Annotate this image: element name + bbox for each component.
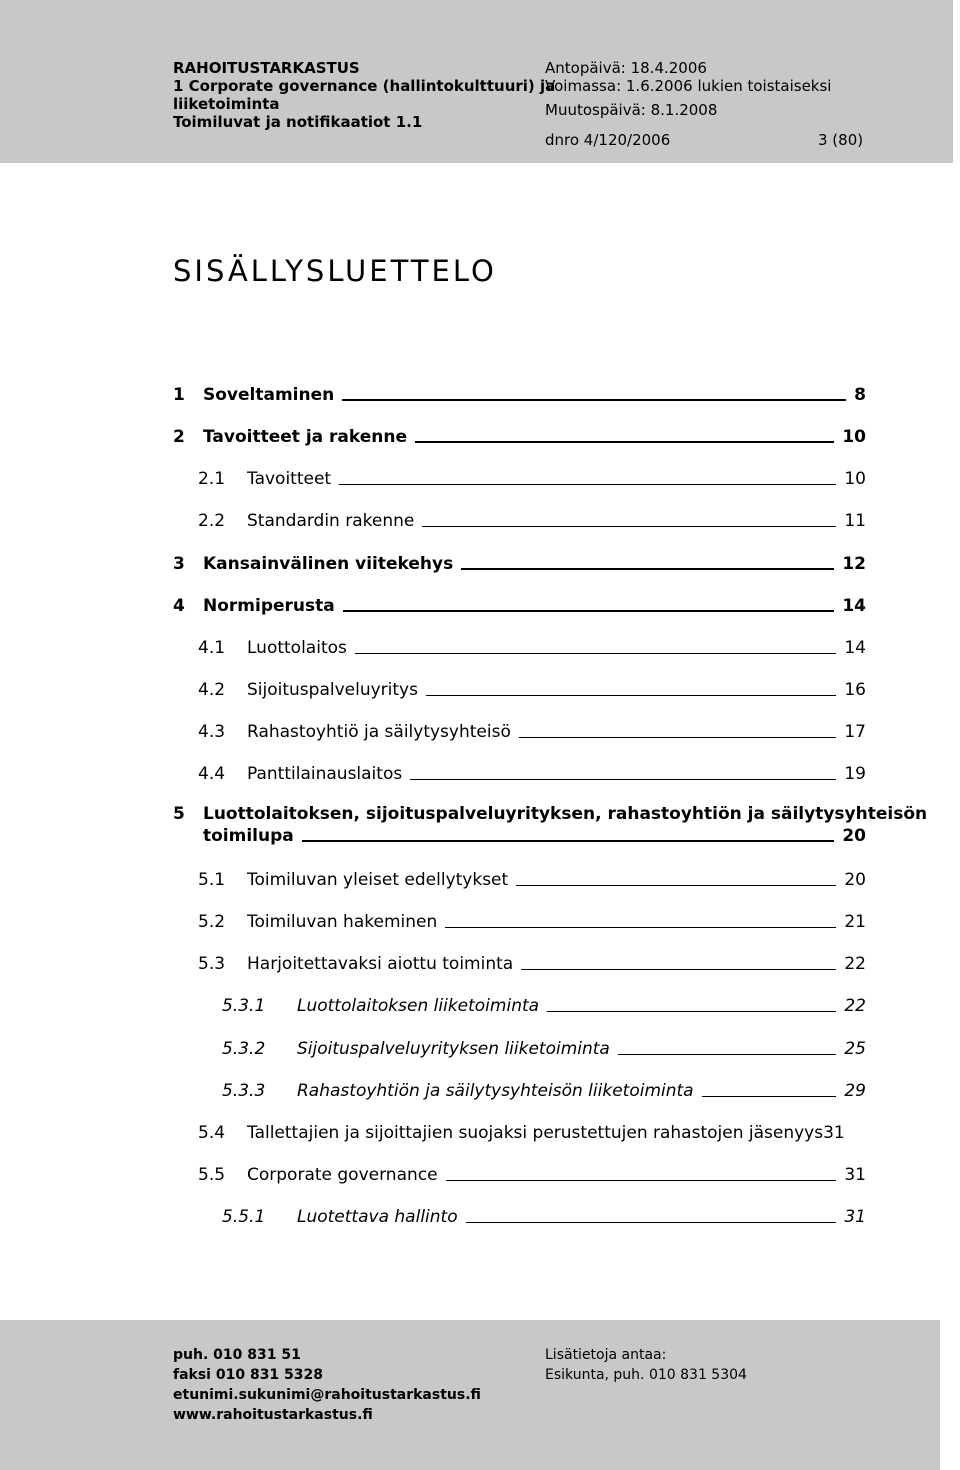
toc-entry[interactable] xyxy=(173,594,866,616)
toc-entry[interactable] xyxy=(222,1205,866,1227)
toc-text: Panttilainauslaitos xyxy=(247,764,403,784)
toc-leader xyxy=(410,779,836,780)
toc-page: 14 xyxy=(842,596,866,616)
toc-text: Harjoitettavaksi aiottu toiminta xyxy=(247,954,514,974)
toc-page: 10 xyxy=(844,469,866,489)
toc-text: Tavoitteet ja rakenne xyxy=(203,427,408,447)
org-name: RAHOITUSTARKASTUS xyxy=(173,59,360,77)
toc-leader xyxy=(702,1096,837,1097)
footer-info xyxy=(545,1345,747,1385)
toc-text: Corporate governance xyxy=(247,1165,438,1185)
toc-text: Rahastoyhtiö ja säilytysyhteisö xyxy=(247,722,511,742)
toc-leader xyxy=(618,1054,837,1055)
toc-number: 4.4 xyxy=(198,764,226,784)
toc-page: 20 xyxy=(844,870,866,890)
toc-leader xyxy=(343,610,835,612)
toc-text: Luotettava hallinto xyxy=(297,1207,458,1227)
toc-entry[interactable] xyxy=(222,994,866,1016)
toc-leader xyxy=(521,969,836,970)
toc-page: 20 xyxy=(842,826,866,846)
toc-number: 5.3.1 xyxy=(222,996,266,1016)
toc-leader xyxy=(466,1222,837,1223)
toc-entry[interactable] xyxy=(198,720,866,742)
toc-number: 2 xyxy=(173,427,185,447)
toc-entry[interactable] xyxy=(173,425,866,447)
toc-page: 8 xyxy=(854,385,866,405)
toc-leader xyxy=(516,885,836,886)
toc-text: Tavoitteet xyxy=(247,469,332,489)
toc-page: 22 xyxy=(844,996,866,1016)
footer-info-contact: Esikunta, puh. 010 831 5304 xyxy=(545,1367,747,1383)
toc-number: 1 xyxy=(173,385,185,405)
toc-text: Kansainvälinen viitekehys xyxy=(203,554,454,574)
toc-leader xyxy=(422,526,836,527)
toc-page: 10 xyxy=(842,427,866,447)
toc-page: 21 xyxy=(844,912,866,932)
toc-page: 19 xyxy=(844,764,866,784)
toc-number: 4.1 xyxy=(198,638,226,658)
toc-text-continued: toimilupa xyxy=(203,826,294,846)
toc-entry[interactable] xyxy=(198,868,866,890)
toc-number: 5.3 xyxy=(198,954,226,974)
toc-leader xyxy=(339,484,836,485)
footer-phone: puh. 010 831 51 xyxy=(173,1347,301,1363)
valid-from: Voimassa: 1.6.2006 lukien toistaiseksi xyxy=(545,77,832,95)
toc-page: 31 xyxy=(844,1165,866,1185)
toc-entry[interactable] xyxy=(173,552,866,574)
toc-number: 4.3 xyxy=(198,722,226,742)
toc-number: 5 xyxy=(173,804,185,824)
toc-page: 17 xyxy=(844,722,866,742)
toc-page: 31 xyxy=(823,1123,845,1143)
toc-leader xyxy=(355,653,836,654)
toc-leader xyxy=(342,399,846,401)
toc-text: Normiperusta xyxy=(203,596,335,616)
doc-name-line3: Toimiluvat ja notifikaatiot 1.1 xyxy=(173,113,423,131)
toc-page: 11 xyxy=(844,511,866,531)
toc-leader xyxy=(519,737,837,738)
toc-text: Luottolaitos xyxy=(247,638,347,658)
toc-number: 5.4 xyxy=(198,1123,226,1143)
toc-leader xyxy=(446,1180,837,1181)
toc-leader xyxy=(547,1011,836,1012)
footer-fax: faksi 010 831 5328 xyxy=(173,1367,324,1383)
toc-entry[interactable] xyxy=(222,1037,866,1059)
toc-text: Luottolaitoksen liiketoiminta xyxy=(297,996,540,1016)
toc-entry[interactable] xyxy=(198,636,866,658)
toc-page: 25 xyxy=(844,1039,866,1059)
toc-number: 5.5 xyxy=(198,1165,226,1185)
footer-email: etunimi.sukunimi@rahoitustarkastus.fi xyxy=(173,1387,481,1403)
toc-entry-line1 xyxy=(173,804,943,824)
toc-number: 5.2 xyxy=(198,912,226,932)
toc-entry[interactable] xyxy=(222,1079,866,1101)
toc-page: 22 xyxy=(844,954,866,974)
toc-number: 5.1 xyxy=(198,870,226,890)
toc-leader xyxy=(302,840,835,842)
toc-number: 5.3.2 xyxy=(222,1039,266,1059)
toc-number: 2.2 xyxy=(198,511,226,531)
header-left xyxy=(173,59,556,131)
toc-text: Tallettajien ja sijoittajien suojaksi perustettujen rahastojen jäsenyys xyxy=(247,1123,824,1143)
toc-text: Sijoituspalveluyritys xyxy=(247,680,418,700)
toc-number: 5.5.1 xyxy=(222,1207,266,1227)
toc-page: 14 xyxy=(844,638,866,658)
toc-text: Toimiluvan yleiset edellytykset xyxy=(247,870,509,890)
toc-entry[interactable] xyxy=(173,804,943,846)
toc-leader xyxy=(426,695,836,696)
toc-entry[interactable] xyxy=(198,467,866,489)
dnro-row xyxy=(545,131,885,149)
doc-name-line1: 1 Corporate governance (hallintokulttuuri) ja xyxy=(173,77,556,95)
toc-text: Luottolaitoksen, sijoituspalveluyrityksen, rahastoyhtiön ja säilytysyhteisön xyxy=(203,804,928,824)
toc-page: 29 xyxy=(844,1081,866,1101)
toc-text: Toimiluvan hakeminen xyxy=(247,912,438,932)
toc-leader xyxy=(445,927,836,928)
toc-entry[interactable] xyxy=(198,952,866,974)
issue-date: Antopäivä: 18.4.2006 xyxy=(545,59,707,77)
toc-leader xyxy=(461,568,834,570)
toc-page: 12 xyxy=(842,554,866,574)
amended-date: Muutospäivä: 8.1.2008 xyxy=(545,101,718,119)
toc-page: 31 xyxy=(844,1207,866,1227)
footer-website: www.rahoitustarkastus.fi xyxy=(173,1407,373,1423)
toc-text: Sijoituspalveluyrityksen liiketoiminta xyxy=(297,1039,610,1059)
toc-number: 5.3.3 xyxy=(222,1081,266,1101)
toc-entry[interactable] xyxy=(173,383,866,405)
toc-entry[interactable] xyxy=(198,910,866,932)
toc-leader xyxy=(415,441,834,443)
toc-number: 4.2 xyxy=(198,680,226,700)
toc-text: Standardin rakenne xyxy=(247,511,415,531)
doc-name-line2: liiketoiminta xyxy=(173,95,280,113)
toc-entry[interactable] xyxy=(198,762,866,784)
toc-page: 16 xyxy=(844,680,866,700)
header-right xyxy=(545,59,885,149)
toc-text: Rahastoyhtiön ja säilytysyhteisön liiketoiminta xyxy=(297,1081,694,1101)
toc-number: 2.1 xyxy=(198,469,226,489)
toc-number: 3 xyxy=(173,554,185,574)
toc-text: Soveltaminen xyxy=(203,385,335,405)
toc-entry[interactable] xyxy=(198,509,866,531)
page-title: SISÄLLYSLUETTELO xyxy=(173,254,497,288)
dnro: dnro 4/120/2006 xyxy=(545,131,671,149)
page-number: 3 (80) xyxy=(818,131,864,149)
toc-entry[interactable] xyxy=(198,1163,866,1185)
footer-info-label: Lisätietoja antaa: xyxy=(545,1347,667,1363)
toc-entry-line2 xyxy=(173,826,866,846)
toc-entry[interactable] xyxy=(198,678,866,700)
footer-contacts xyxy=(173,1345,481,1425)
toc-entry[interactable] xyxy=(198,1121,878,1143)
toc-number: 4 xyxy=(173,596,185,616)
